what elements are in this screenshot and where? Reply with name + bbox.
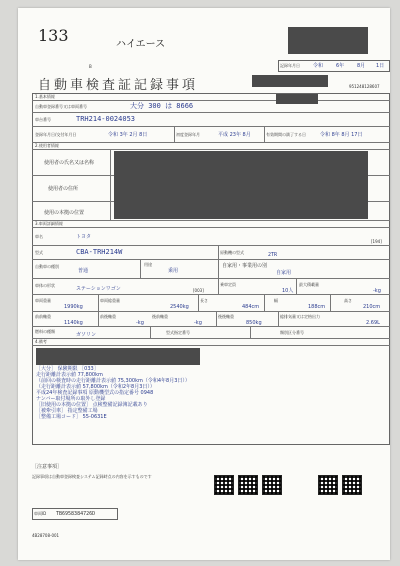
notes-label: ［注意事項］ xyxy=(32,464,63,470)
remark-line-4: （走行距離計表示値 57,800km（令和2年8月3日）） xyxy=(36,384,155,390)
chassis-value: TRH214-0024053 xyxy=(76,115,136,123)
remark-line-6: ナンバー取付場所の取外し登録 xyxy=(36,396,106,402)
vehicle-id-value: TB6958384726D xyxy=(56,511,96,517)
rr-axle-value: 850kg xyxy=(246,320,262,326)
reg-number-label: 自動車登録番号又は車両番号 xyxy=(35,104,87,109)
remark-line-2: 走行距離計表示値 77,800km xyxy=(36,372,103,378)
record-date-label: 記録年月日 xyxy=(280,63,300,68)
rr-axle-label: 後後軸重 xyxy=(218,314,234,319)
ff-axle-value: 1140kg xyxy=(64,320,83,326)
use-label: 用途 xyxy=(144,262,152,267)
biz-label: 自家用・事業用の別 xyxy=(222,263,268,269)
qr-code-5 xyxy=(342,475,362,495)
maker-label: 車名 xyxy=(35,234,43,239)
capacity-label: 乗車定員 xyxy=(220,282,236,287)
qr-code-3 xyxy=(262,475,282,495)
length-value: 484cm xyxy=(242,304,260,310)
redacted-user-info xyxy=(114,151,368,219)
inspection-record-document xyxy=(18,8,390,560)
section-vehicle-header: 3.車両詳細情報 xyxy=(35,221,63,226)
qr-code-1 xyxy=(214,475,234,495)
height-value: 210cm xyxy=(363,304,381,310)
remark-line-5: 平成24年検査記録事項 原動機型式の指定番号 0948 xyxy=(36,390,154,396)
model-value: CBA-TRH214W xyxy=(76,248,123,256)
first-reg-value: 令和 3年 2月 8日 xyxy=(108,132,148,138)
fr-axle-value: -kg xyxy=(136,320,144,326)
document-title: 自動車検査証記録事項 xyxy=(38,78,199,93)
maker-code: [194] xyxy=(371,239,382,244)
capacity-value: 10人 xyxy=(282,288,294,294)
redacted-remarks-block xyxy=(36,348,200,365)
body-code: [003] xyxy=(193,288,204,293)
handwritten-model-note: ハイエース xyxy=(116,39,166,50)
handwritten-number: 133 xyxy=(38,26,69,45)
use-value: 乗用 xyxy=(168,268,179,274)
gross-label: 車両総重量 xyxy=(100,298,120,303)
rf-axle-label: 後前軸重 xyxy=(152,314,168,319)
form-code: 4B28708-001 xyxy=(32,533,60,538)
maker-value: トヨタ xyxy=(76,234,92,240)
base-location-label: 使用の本拠の位置 xyxy=(44,210,85,216)
displacement-label: 総排気量又は定格出力 xyxy=(280,314,320,319)
rf-axle-value: -kg xyxy=(194,320,202,326)
displacement-value: 2.69L xyxy=(366,320,380,326)
height-label: 高さ xyxy=(344,298,352,303)
remark-line-1: ［大分］ 保険期限 ［033］ xyxy=(36,366,99,372)
redacted-title-block xyxy=(252,75,328,87)
fuel-label: 燃料の種類 xyxy=(35,329,55,334)
fuel-value: ガソリン xyxy=(76,332,97,338)
remark-line-9: ［整備工場コード］ 55-0631E xyxy=(36,414,107,420)
body-value: ステーションワゴン xyxy=(76,286,121,292)
user-name-label: 使用者の氏名又は名称 xyxy=(44,160,95,166)
engine-label: 原動機の型式 xyxy=(220,250,244,255)
record-date-month: 8月 xyxy=(357,63,366,69)
section-remarks-header: 4.備考 xyxy=(35,339,47,344)
biz-value: 自家用 xyxy=(276,270,292,276)
redacted-header-block xyxy=(288,27,368,54)
first-reg-label: 登録年月日/交付年月日 xyxy=(35,132,77,137)
issuer-mark: B xyxy=(89,64,92,69)
qr-code-4 xyxy=(318,475,338,495)
remark-line-3: （前回の検査時の走行距離計表示値 75,300km（令和4年8月3日）） xyxy=(36,378,190,384)
section-user-header: 2.使用者情報 xyxy=(35,143,59,148)
gross-value: 2540kg xyxy=(170,304,189,310)
reg-number-value: 大分 300 は 8666 xyxy=(130,102,194,110)
vehicle-id-label: 車両ID xyxy=(34,511,47,516)
fr-axle-label: 前後軸重 xyxy=(100,314,116,319)
remark-line-8: ［被牽引車］ 指定整備工場 xyxy=(36,408,98,414)
notes-text: 記録事項は自動車登録検査システム記録時点の内容を示すものです xyxy=(32,474,152,479)
engine-value: 2TR xyxy=(268,252,278,258)
width-label: 幅 xyxy=(274,298,278,303)
first-year-label: 初度登録年月 xyxy=(176,132,200,137)
record-date-era: 令和 xyxy=(313,63,324,69)
kind-label: 自動車の種別 xyxy=(35,264,59,269)
expiry-value: 令和 8年 8月 17日 xyxy=(320,132,363,138)
remark-line-7: ［旧使用の本拠の位置］ 点検整備記録簿記載あり xyxy=(36,402,148,408)
type-no-label: 型式指定番号 xyxy=(166,330,190,335)
model-label: 型式 xyxy=(35,250,43,255)
length-label: 長さ xyxy=(200,298,208,303)
expiry-label: 有効期間の満了する日 xyxy=(266,132,306,137)
max-load-value: -kg xyxy=(373,288,381,294)
first-year-value: 平成 23年 8月 xyxy=(218,132,251,138)
max-load-label: 最大積載量 xyxy=(299,282,319,287)
weight-value: 1990kg xyxy=(64,304,83,310)
class-no-label: 類別区分番号 xyxy=(280,330,304,335)
chassis-label: 車台番号 xyxy=(35,117,51,122)
section-basic-header: 1.基本情報 xyxy=(35,94,55,99)
weight-label: 車両重量 xyxy=(35,298,51,303)
width-value: 188cm xyxy=(308,304,326,310)
record-date-day: 1日 xyxy=(376,63,385,69)
user-address-label: 使用者の住所 xyxy=(48,186,79,192)
document-code: 951248128607 xyxy=(349,84,380,89)
qr-code-2 xyxy=(238,475,258,495)
record-date-year: 6年 xyxy=(336,63,345,69)
kind-value: 普通 xyxy=(78,268,89,274)
redacted-reg-extra xyxy=(276,94,318,104)
ff-axle-label: 前前軸重 xyxy=(35,314,51,319)
body-label: 車体の形状 xyxy=(35,283,55,288)
